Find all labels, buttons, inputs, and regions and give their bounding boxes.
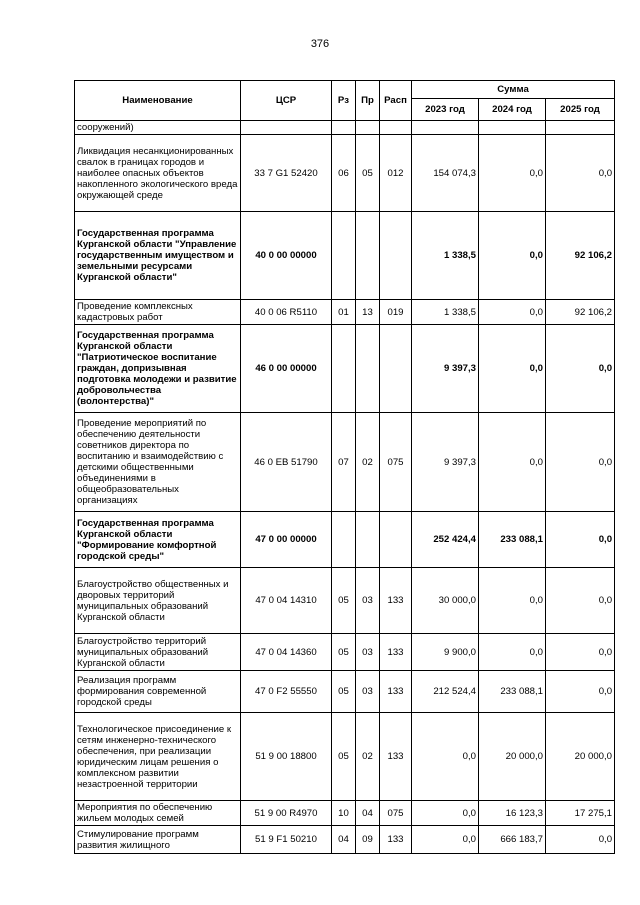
cell-rasp: 075 bbox=[380, 413, 412, 512]
cell-name: сооружений) bbox=[75, 121, 241, 135]
table-row bbox=[75, 713, 615, 801]
cell-rz bbox=[332, 121, 356, 135]
cell-2024: 0,0 bbox=[479, 325, 546, 413]
cell-pr bbox=[356, 512, 380, 568]
cell-2024: 233 088,1 bbox=[479, 671, 546, 713]
cell-2024: 20 000,0 bbox=[479, 713, 546, 801]
cell-pr: 04 bbox=[356, 801, 380, 826]
cell-2024 bbox=[479, 121, 546, 135]
cell-2025: 20 000,0 bbox=[546, 713, 615, 801]
budget-table bbox=[74, 80, 615, 854]
cell-rz bbox=[332, 325, 356, 413]
cell-pr: 03 bbox=[356, 634, 380, 671]
header-2024: 2024 год bbox=[479, 99, 546, 121]
cell-pr: 05 bbox=[356, 135, 380, 212]
cell-2023: 154 074,3 bbox=[412, 135, 479, 212]
header-csr: ЦСР bbox=[241, 81, 332, 121]
cell-rz bbox=[332, 512, 356, 568]
table-row bbox=[75, 212, 615, 300]
cell-csr: 47 0 04 14360 bbox=[241, 634, 332, 671]
cell-2023: 1 338,5 bbox=[412, 300, 479, 325]
cell-2024: 0,0 bbox=[479, 212, 546, 300]
cell-2024: 0,0 bbox=[479, 135, 546, 212]
cell-pr: 02 bbox=[356, 713, 380, 801]
cell-2025: 0,0 bbox=[546, 634, 615, 671]
cell-rz: 04 bbox=[332, 826, 356, 854]
cell-name: Ликвидация несанкционированных свалок в границах городов и наиболее опасных объектов накопленного экологического вреда окружающей среде bbox=[75, 135, 241, 212]
table-row bbox=[75, 413, 615, 512]
cell-csr: 47 0 04 14310 bbox=[241, 568, 332, 634]
cell-rasp: 019 bbox=[380, 300, 412, 325]
cell-2023: 212 524,4 bbox=[412, 671, 479, 713]
cell-2024: 0,0 bbox=[479, 300, 546, 325]
table-row bbox=[75, 121, 615, 135]
table-row bbox=[75, 300, 615, 325]
cell-2024: 16 123,3 bbox=[479, 801, 546, 826]
cell-rz: 01 bbox=[332, 300, 356, 325]
cell-2023: 9 397,3 bbox=[412, 325, 479, 413]
cell-rasp bbox=[380, 212, 412, 300]
cell-rasp: 133 bbox=[380, 568, 412, 634]
cell-name: Государственная программа Курганской области "Формирование комфортной городской среды" bbox=[75, 512, 241, 568]
cell-rz: 05 bbox=[332, 634, 356, 671]
cell-2024: 666 183,7 bbox=[479, 826, 546, 854]
cell-rasp bbox=[380, 325, 412, 413]
cell-2025 bbox=[546, 121, 615, 135]
cell-rasp: 133 bbox=[380, 671, 412, 713]
table-row bbox=[75, 135, 615, 212]
cell-2025: 0,0 bbox=[546, 568, 615, 634]
header-pr: Пр bbox=[356, 81, 380, 121]
cell-rasp: 133 bbox=[380, 713, 412, 801]
cell-csr: 33 7 G1 52420 bbox=[241, 135, 332, 212]
cell-name: Благоустройство общественных и дворовых территорий муниципальных образований Курганской области bbox=[75, 568, 241, 634]
cell-2023: 9 397,3 bbox=[412, 413, 479, 512]
cell-2023 bbox=[412, 121, 479, 135]
cell-2025: 17 275,1 bbox=[546, 801, 615, 826]
cell-pr: 03 bbox=[356, 671, 380, 713]
header-2023: 2023 год bbox=[412, 99, 479, 121]
table-row bbox=[75, 826, 615, 854]
header-rz: Рз bbox=[332, 81, 356, 121]
cell-csr: 47 0 00 00000 bbox=[241, 512, 332, 568]
cell-2025: 0,0 bbox=[546, 826, 615, 854]
cell-2025: 92 106,2 bbox=[546, 212, 615, 300]
cell-rz: 05 bbox=[332, 671, 356, 713]
cell-2024: 0,0 bbox=[479, 568, 546, 634]
cell-csr: 46 0 00 00000 bbox=[241, 325, 332, 413]
header-2025: 2025 год bbox=[546, 99, 615, 121]
header-name: Наименование bbox=[75, 81, 241, 121]
cell-2023: 252 424,4 bbox=[412, 512, 479, 568]
cell-rz bbox=[332, 212, 356, 300]
cell-pr: 03 bbox=[356, 568, 380, 634]
cell-rasp: 133 bbox=[380, 634, 412, 671]
cell-csr: 51 9 F1 50210 bbox=[241, 826, 332, 854]
cell-rz: 07 bbox=[332, 413, 356, 512]
cell-csr: 46 0 EB 51790 bbox=[241, 413, 332, 512]
cell-pr: 02 bbox=[356, 413, 380, 512]
cell-2024: 233 088,1 bbox=[479, 512, 546, 568]
cell-rz: 05 bbox=[332, 568, 356, 634]
cell-name: Стимулирование программ развития жилищного bbox=[75, 826, 241, 854]
cell-csr: 51 9 00 18800 bbox=[241, 713, 332, 801]
cell-name: Проведение комплексных кадастровых работ bbox=[75, 300, 241, 325]
table-row bbox=[75, 325, 615, 413]
cell-2025: 92 106,2 bbox=[546, 300, 615, 325]
cell-rasp bbox=[380, 512, 412, 568]
cell-csr: 40 0 06 R5110 bbox=[241, 300, 332, 325]
cell-2025: 0,0 bbox=[546, 325, 615, 413]
cell-rz: 05 bbox=[332, 713, 356, 801]
cell-2023: 9 900,0 bbox=[412, 634, 479, 671]
cell-rasp: 133 bbox=[380, 826, 412, 854]
cell-pr: 09 bbox=[356, 826, 380, 854]
cell-name: Благоустройство территорий муниципальных образований Курганской области bbox=[75, 634, 241, 671]
cell-rasp bbox=[380, 121, 412, 135]
table-row bbox=[75, 634, 615, 671]
cell-pr bbox=[356, 212, 380, 300]
table-row bbox=[75, 801, 615, 826]
cell-name: Государственная программа Курганской области "Управление государственным имуществом и земельными ресурсами Курганской области" bbox=[75, 212, 241, 300]
cell-csr bbox=[241, 121, 332, 135]
cell-name: Государственная программа Курганской области "Патриотическое воспитание граждан, допризывная подготовка молодежи и развитие добровольчества (волонтерства)" bbox=[75, 325, 241, 413]
cell-2023: 0,0 bbox=[412, 713, 479, 801]
cell-name: Реализация программ формирования современной городской среды bbox=[75, 671, 241, 713]
cell-csr: 47 0 F2 55550 bbox=[241, 671, 332, 713]
cell-pr bbox=[356, 121, 380, 135]
cell-2023: 0,0 bbox=[412, 801, 479, 826]
cell-csr: 40 0 00 00000 bbox=[241, 212, 332, 300]
cell-2025: 0,0 bbox=[546, 671, 615, 713]
table-body bbox=[75, 121, 615, 854]
table-row bbox=[75, 568, 615, 634]
cell-2024: 0,0 bbox=[479, 413, 546, 512]
cell-2023: 30 000,0 bbox=[412, 568, 479, 634]
page-number: 376 bbox=[310, 38, 330, 50]
table-row bbox=[75, 671, 615, 713]
cell-name: Мероприятия по обеспечению жильем молодых семей bbox=[75, 801, 241, 826]
cell-2024: 0,0 bbox=[479, 634, 546, 671]
cell-csr: 51 9 00 R4970 bbox=[241, 801, 332, 826]
cell-name: Технологическое присоединение к сетям инженерно-технического обеспечения, при реализации юридическим лицам решения о комплексном развитии незастроенной территории bbox=[75, 713, 241, 801]
cell-2023: 0,0 bbox=[412, 826, 479, 854]
cell-pr: 13 bbox=[356, 300, 380, 325]
table-row bbox=[75, 512, 615, 568]
cell-rasp: 075 bbox=[380, 801, 412, 826]
cell-rz: 10 bbox=[332, 801, 356, 826]
cell-pr bbox=[356, 325, 380, 413]
cell-rz: 06 bbox=[332, 135, 356, 212]
cell-rasp: 012 bbox=[380, 135, 412, 212]
cell-name: Проведение мероприятий по обеспечению деятельности советников директора по воспитанию и взаимодействию с детскими общественными объединениями в общеобразовательных организациях bbox=[75, 413, 241, 512]
header-sum: Сумма bbox=[412, 81, 615, 99]
cell-2025: 0,0 bbox=[546, 413, 615, 512]
cell-2025: 0,0 bbox=[546, 135, 615, 212]
cell-2023: 1 338,5 bbox=[412, 212, 479, 300]
cell-2025: 0,0 bbox=[546, 512, 615, 568]
header-rasp: Расп bbox=[380, 81, 412, 121]
